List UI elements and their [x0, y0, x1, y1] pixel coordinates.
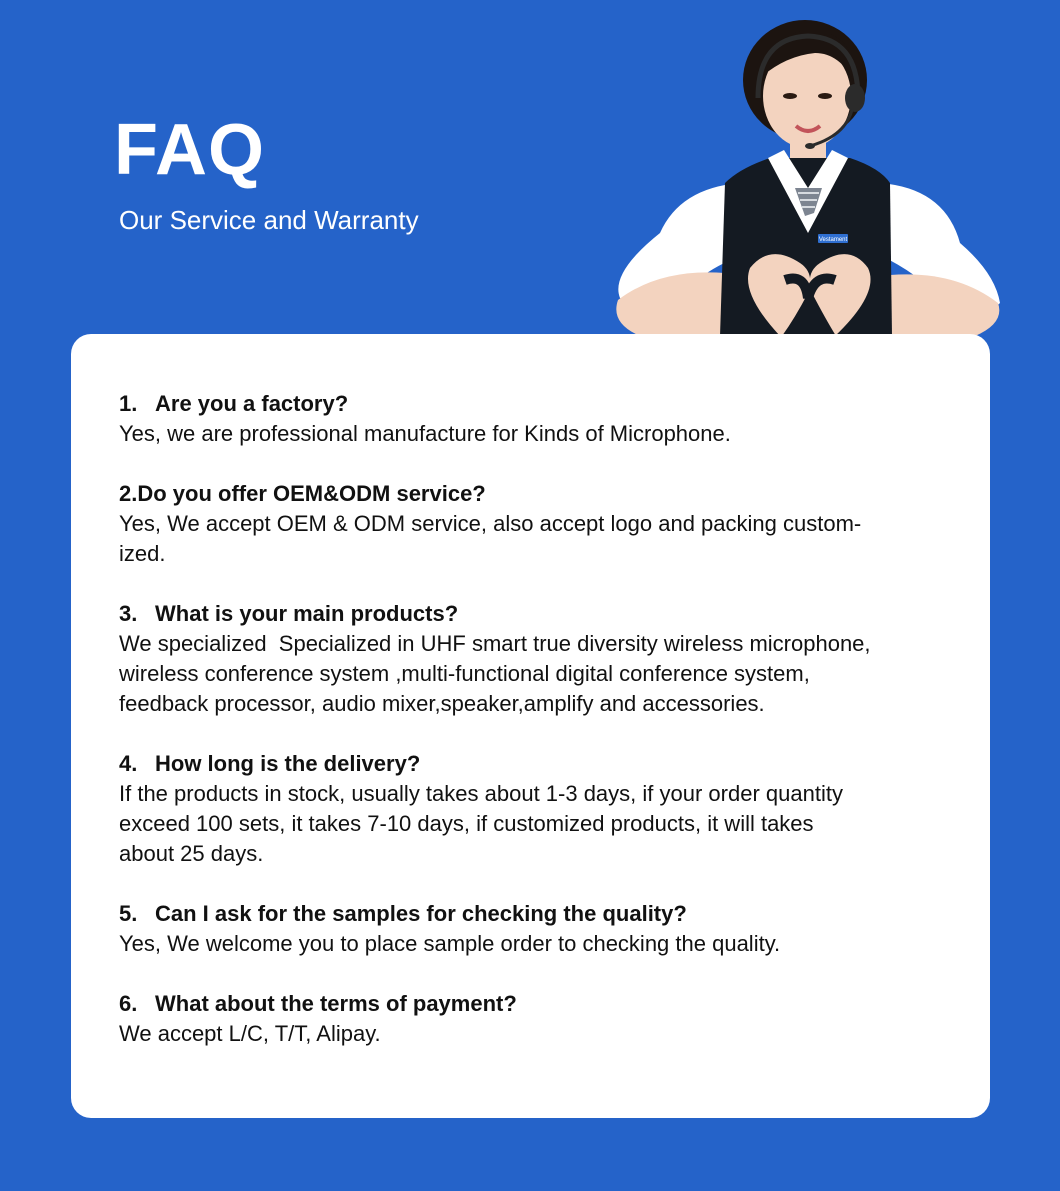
faq-number: 5.	[119, 901, 138, 926]
faq-question-text: Do you offer OEM&ODM service?	[137, 481, 486, 506]
faq-question	[119, 989, 959, 1019]
faq-item	[119, 389, 959, 449]
faq-number: 1.	[119, 391, 138, 416]
faq-answer: Yes, we are professional manufacture for Kinds of Microphone.	[119, 421, 731, 446]
faq-question-text: How long is the delivery?	[155, 751, 421, 776]
faq-answer: Yes, We welcome you to place sample order to checking the quality.	[119, 931, 781, 956]
faq-question	[119, 599, 959, 629]
faq-answer: We accept L/C, T/T, Alipay.	[119, 1021, 381, 1046]
faq-item	[119, 989, 959, 1049]
vest	[720, 158, 892, 336]
faq-number: 6.	[119, 991, 138, 1016]
faq-question-text: What about the terms of payment?	[155, 991, 517, 1016]
customer-service-agent-illustration	[600, 18, 1010, 336]
faq-card	[71, 334, 990, 1118]
faq-item	[119, 479, 959, 569]
faq-number: 3.	[119, 601, 138, 626]
faq-number: 2.	[119, 481, 138, 506]
faq-question	[119, 479, 959, 509]
faq-answer: Yes, We accept OEM & ODM service, also accept logo and packing custom- ized.	[119, 511, 862, 566]
faq-item	[119, 899, 959, 959]
faq-answer: We specialized Specialized in UHF smart true diversity wireless microphone, wireless conference system ,multi-functional digital conference system, feedback processor, audio mixer,speaker,amplify and accessories.	[119, 631, 871, 716]
faq-question-text: What is your main products?	[155, 601, 459, 626]
faq-answer: If the products in stock, usually takes about 1-3 days, if your order quantity exceed 100 sets, it takes 7-10 days, if customized products, it will takes about 25 days.	[119, 781, 843, 866]
faq-question-text: Are you a factory?	[155, 391, 349, 416]
badge-text: Vestament	[818, 237, 848, 243]
faq-question-text: Can I ask for the samples for checking the quality?	[155, 901, 687, 926]
faq-item	[119, 599, 959, 719]
faq-question	[119, 749, 959, 779]
faq-question	[119, 899, 959, 929]
page-subtitle: Our Service and Warranty	[119, 205, 419, 235]
faq-question	[119, 389, 959, 419]
faq-number: 4.	[119, 751, 138, 776]
page-title: FAQ	[114, 110, 266, 190]
faq-item	[119, 749, 959, 869]
faq-list	[119, 389, 959, 1079]
